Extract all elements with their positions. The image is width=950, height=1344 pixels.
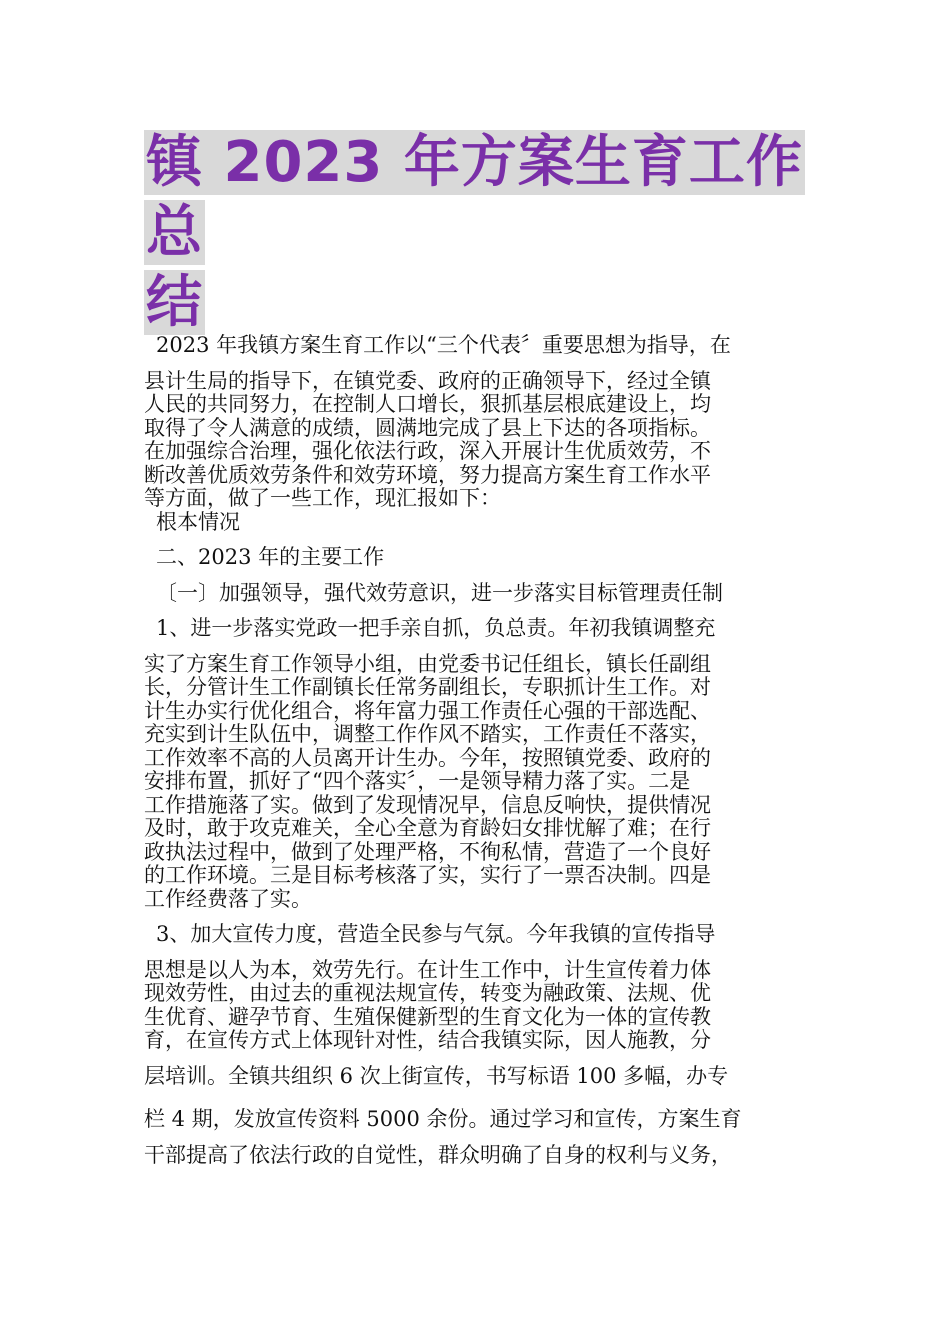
intro-paragraph [144,334,814,511]
text-line: 工作效率不高的人员离开计生办。今年，按照镇党委、政府的 [144,745,711,770]
section-heading-main-work: 二、2023 年的主要工作 [156,545,385,569]
text-line: 断改善优质效劳条件和效劳环境，努力提高方案生育工作水平 [144,462,711,487]
document-title [144,128,824,338]
text-line: 思想是以人为本，效劳先行。在计生工作中，计生宣传着力体 [144,957,711,982]
section-heading-basic: 根本情况 [156,509,240,534]
text-line: 计生办实行优化组合，将年富力强工作责任心强的干部选配、 [144,698,711,723]
text-line: 等方面，做了一些工作，现汇报如下： [144,486,501,510]
text-line: 及时，敢于攻克难关，全心全意为育龄妇女排忧解了难；在行 [144,816,711,840]
text-line: 栏 4 期，发放宣传资料 5000 余份。通过学习和宣传，方案生育 [144,1107,742,1131]
text-line: 县计生局的指导下，在镇党委、政府的正确领导下，经过全镇 [144,368,711,393]
subsection-heading-leadership: 〔一〕加强领导，强代效劳意识，进一步落实目标管理责任制 [156,580,723,605]
item-3-paragraph [144,923,814,1167]
text-line: 工作措施落了实。做到了发现情况早，信息反响快，提供情况 [144,792,711,817]
text-line: 取得了令人满意的成绩，圆满地完成了县上下达的各项指标。 [144,415,711,440]
item-1-paragraph [144,617,814,911]
title-line-2: 结 [146,270,203,335]
title-line-1: 镇 2023 年方案生育工作总 [146,130,803,265]
text-line: 工作经费落了实。 [144,886,312,911]
text-line: 现效劳性，由过去的重视法规宣传，转变为融政策、法规、优 [144,981,711,1005]
text-line: 实了方案生育工作领导小组，由党委书记任组长，镇长任副组 [144,651,711,676]
text-line: 层培训。全镇共组织 6 次上街宣传，书写标语 100 多幅，办专 [144,1063,729,1088]
text-line: 育，在宣传方式上体现针对性，结合我镇实际，因人施教，分 [144,1028,711,1052]
text-line: 的工作环境。三是目标考核落了实，实行了一票否决制。四是 [144,863,711,887]
text-line: 干部提高了依法行政的自觉性，群众明确了自身的权利与义务， [144,1142,732,1167]
text-line: 充实到计生队伍中，调整工作作风不踏实，工作责任不落实， [144,722,711,746]
text-line: 安排布置，抓好了“四个落实〞，一是领导精力落了实。二是 [144,769,691,793]
text-line: 政执法过程中，做到了处理严格，不徇私情，营造了一个良好 [144,839,711,864]
document-body [144,334,814,1167]
text-line: 1、进一步落实党政一把手亲自抓，负总责。年初我镇调整充 [156,616,716,640]
text-line: 长，分管计生工作副镇长任常务副组长，专职抓计生工作。对 [144,675,711,699]
text-line: 3、加大宣传力度，营造全民参与气氛。今年我镇的宣传指导 [156,922,716,946]
text-line: 在加强综合治理，强化依法行政，深入开展计生优质效劳，不 [144,439,711,463]
text-line: 人民的共同努力，在控制人口增长，狠抓基层根底建设上，均 [144,392,711,416]
text-line: 生优育、避孕节育、生殖保健新型的生育文化为一体的宣传教 [144,1004,711,1029]
text-line: 2023 年我镇方案生育工作以“三个代表〞重要思想为指导，在 [156,333,731,357]
